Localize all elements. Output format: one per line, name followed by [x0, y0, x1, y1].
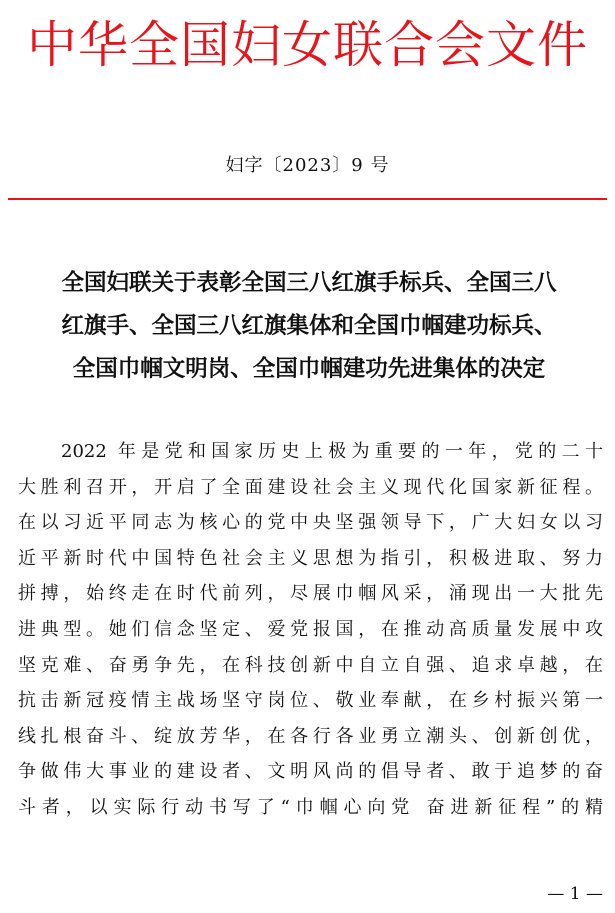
body-line: 拼搏，始终走在时代前列，尽展巾帼风采，涌现出一大批先 — [18, 583, 603, 605]
title-line: 红旗手、全国三八红旗集体和全国巾帼建功标兵、 — [61, 313, 557, 339]
body-line: 2022 年是党和国家历史上极为重要的一年，党的二十 — [61, 441, 603, 462]
body-line: 进典型。她们信念坚定、爱党报国，在推动高质量发展中攻 — [18, 618, 603, 640]
body-paragraph — [18, 434, 603, 826]
body-line: 争做伟大事业的建设者、文明风尚的倡导者、敢于追梦的奋 — [18, 761, 603, 783]
page-number: — 1 — — [547, 884, 603, 904]
body-line: 斗者，以实际行动书写了“巾帼心向党 奋进新征程”的精 — [18, 796, 603, 818]
body-line: 线扎根奋斗、绽放芳华，在各行各业勇立潮头、创新创优， — [18, 725, 603, 747]
issuing-organization-header: 中华全国妇女联合会文件 — [27, 16, 588, 74]
title-line: 全国妇联关于表彰全国三八红旗手标兵、全国三八 — [61, 270, 557, 296]
body-line: 近平新时代中国特色社会主义思想为指引，积极进取、努力 — [18, 547, 603, 569]
body-line: 大胜利召开，开启了全面建设社会主义现代化国家新征程。 — [18, 476, 603, 498]
body-line: 坚克难、奋勇争先，在科技创新中自立自强、追求卓越，在 — [18, 654, 603, 676]
body-line: 在以习近平同志为核心的党中央坚强领导下，广大妇女以习 — [18, 512, 603, 534]
red-separator-rule — [8, 198, 607, 200]
document-number: 妇字〔2023〕9 号 — [225, 155, 390, 176]
document-title — [14, 262, 604, 391]
body-line: 抗击新冠疫情主战场坚守岗位、敬业奉献，在乡村振兴第一 — [18, 690, 603, 712]
title-line: 全国巾帼文明岗、全国巾帼建功先进集体的决定 — [72, 356, 546, 382]
